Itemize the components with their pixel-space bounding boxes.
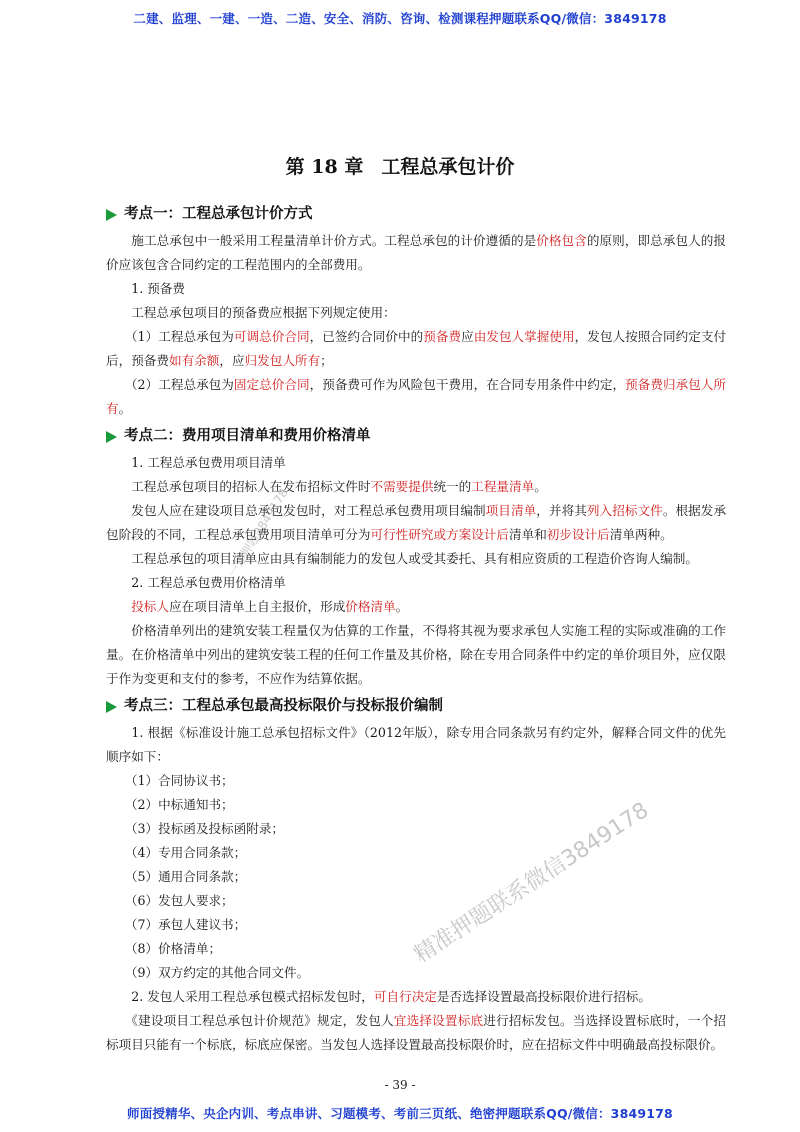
text-run: （1）合同协议书；: [106, 773, 234, 788]
paragraph: [106, 595, 726, 619]
paragraph: [106, 889, 726, 913]
highlight-text: 归发包人所有: [244, 353, 321, 368]
triangle-marker-icon: [106, 431, 117, 443]
highlight-text: 价格包含: [536, 233, 587, 248]
highlight-text: 预备费归承包人所有: [106, 377, 727, 416]
paragraph: [106, 451, 726, 475]
paragraph: [106, 571, 726, 595]
paragraph: [106, 619, 726, 691]
text-run: （7）承包人建议书；: [106, 917, 247, 932]
chapter-name: 工程总承包计价: [381, 156, 515, 178]
watermark-large: 精准押题联系微信3849178: [409, 797, 654, 969]
chapter-title: [0, 152, 800, 179]
document-body: [106, 199, 726, 1057]
section-heading-text: 考点一：工程总承包计价方式: [124, 206, 313, 222]
text-run: 工程总承包项目的招标人在发布招标文件时: [106, 479, 371, 494]
text-run: 《建设项目工程总承包计价规范》规定，发包人: [106, 1013, 394, 1028]
paragraph: [106, 301, 726, 325]
text-run: 进行招标发包。当选择设置标底时，一个招标项目只能有一个标底，标底应保密。当发包人选择设置最高投标限价时，应在招标文件中明确最高投标限价。: [106, 1013, 727, 1052]
paragraph: [106, 229, 726, 277]
section-heading: [106, 425, 726, 447]
text-run: ，并将其: [536, 503, 587, 518]
triangle-marker-icon: [106, 701, 117, 713]
text-run: 工程总承包项目的预备费应根据下列规定使用：: [106, 305, 396, 320]
text-run: 施工总承包中一般采用工程量清单计价方式。工程总承包的计价遵循的是: [106, 233, 537, 248]
text-run: （4）专用合同条款；: [106, 845, 247, 860]
highlight-text: 投标人: [131, 599, 169, 614]
chapter-number: 第 18 章: [285, 156, 364, 178]
highlight-text: 可自行决定: [373, 989, 437, 1004]
text-run: （9）双方约定的其他合同文件。: [106, 965, 310, 980]
text-run: 是否选择设置最高投标限价进行招标。: [436, 989, 651, 1004]
highlight-text: 工程量清单: [471, 479, 535, 494]
text-run: 。根据发承包阶段的不同，工程总承包费用项目清单可分为: [106, 503, 727, 542]
section-heading-text: 考点二：费用项目清单和费用价格清单: [124, 428, 371, 444]
paragraph: [106, 499, 726, 547]
watermark-small: 一建押题3849178: [225, 486, 291, 580]
bottom-banner: 师面授精华、央企内训、考点串讲、习题模考、考前三页纸、绝密押题联系QQ/微信：3849178: [127, 1106, 673, 1121]
text-run: 。: [534, 479, 547, 494]
text-run: 发包人应在建设项目总承包发包时，对工程总承包费用项目编制: [106, 503, 486, 518]
paragraph: [106, 475, 726, 499]
text-run: ，预备费可作为风险包干费用，在合同专用条件中约定，: [309, 377, 626, 392]
text-run: 1. 预备费: [106, 281, 185, 296]
highlight-text: 由发包人掌握使用: [473, 329, 575, 344]
text-run: （1）工程总承包为: [106, 329, 234, 344]
paragraph: [106, 841, 726, 865]
paragraph: [106, 547, 726, 571]
highlight-text: 不需要提供: [370, 479, 434, 494]
paragraph: [106, 325, 726, 373]
highlight-text: 可行性研究或方案设计后: [370, 527, 509, 542]
highlight-text: 列入招标文件: [586, 503, 663, 518]
text-run: （6）发包人要求；: [106, 893, 234, 908]
paragraph: [106, 373, 726, 421]
section-heading: [106, 203, 726, 225]
text-run: 清单和: [509, 527, 547, 542]
paragraph: [106, 1009, 726, 1057]
paragraph: [106, 769, 726, 793]
text-run: ，应: [219, 353, 245, 368]
paragraph: [106, 985, 726, 1009]
text-run: 。: [395, 599, 409, 614]
text-run: 统一的: [433, 479, 472, 494]
text-run: 2. 工程总承包费用价格清单: [106, 575, 286, 590]
text-run: 清单两种。: [609, 527, 673, 542]
text-run: [106, 599, 131, 614]
triangle-marker-icon: [106, 209, 117, 221]
text-run: 应在项目清单上自主报价，形成: [168, 599, 346, 614]
highlight-text: 预备费: [423, 329, 462, 344]
text-run: 工程总承包的项目清单应由具有编制能力的发包人或受其委托、具有相应资质的工程造价咨询人编制。: [106, 551, 698, 566]
text-run: （2）中标通知书；: [106, 797, 234, 812]
text-run: 1. 工程总承包费用项目清单: [106, 455, 286, 470]
highlight-text: 如有余额: [168, 353, 220, 368]
text-run: （2）工程总承包为: [106, 377, 234, 392]
highlight-text: 初步设计后: [546, 527, 610, 542]
text-run: ，已签约合同价中的: [309, 329, 424, 344]
paragraph: [106, 913, 726, 937]
highlight-text: 价格清单: [345, 599, 396, 614]
text-run: 。: [118, 401, 132, 416]
highlight-text: 固定总价合同: [233, 377, 310, 392]
text-run: ，发包人按照合同约定支付后，预备费: [106, 329, 727, 368]
text-run: 的原则，即总承包人的报价应该包含合同约定的工程范围内的全部费用。: [106, 233, 727, 272]
paragraph: [106, 721, 726, 769]
highlight-text: 宜选择设置标底: [393, 1013, 484, 1028]
paragraph: [106, 961, 726, 985]
text-run: 应: [461, 329, 474, 344]
text-run: ；: [320, 353, 333, 368]
text-run: （5）通用合同条款；: [106, 869, 247, 884]
page-number: - 39 -: [384, 1078, 416, 1092]
section-heading: [106, 695, 726, 717]
highlight-text: 项目清单: [485, 503, 537, 518]
text-run: 1. 根据《标准设计施工总承包招标文件》（2012年版），除专用合同条款另有约定外，解释合同文件的优先顺序如下：: [106, 725, 726, 764]
paragraph: [106, 277, 726, 301]
top-banner: 二建、监理、一建、一造、二造、安全、消防、咨询、检测课程押题联系QQ/微信：3849178: [133, 11, 667, 26]
section-heading-text: 考点三：工程总承包最高投标限价与投标报价编制: [124, 698, 443, 714]
text-run: 价格清单列出的建筑安装工程量仅为估算的工作量，不得将其视为要求承包人实施工程的实际或准确的工作量。在价格清单中列出的建筑安装工程的任何工作量及其价格，除在专用合同条件中约定的单价项目外，应仅限于作为变更和支付的参考，不应作为结算依据。: [106, 623, 726, 686]
text-run: （8）价格清单；: [106, 941, 222, 956]
text-run: （3）投标函及投标函附录；: [106, 821, 285, 836]
paragraph: [106, 865, 726, 889]
highlight-text: 可调总价合同: [233, 329, 310, 344]
text-run: 2. 发包人采用工程总承包模式招标发包时，: [106, 989, 374, 1004]
